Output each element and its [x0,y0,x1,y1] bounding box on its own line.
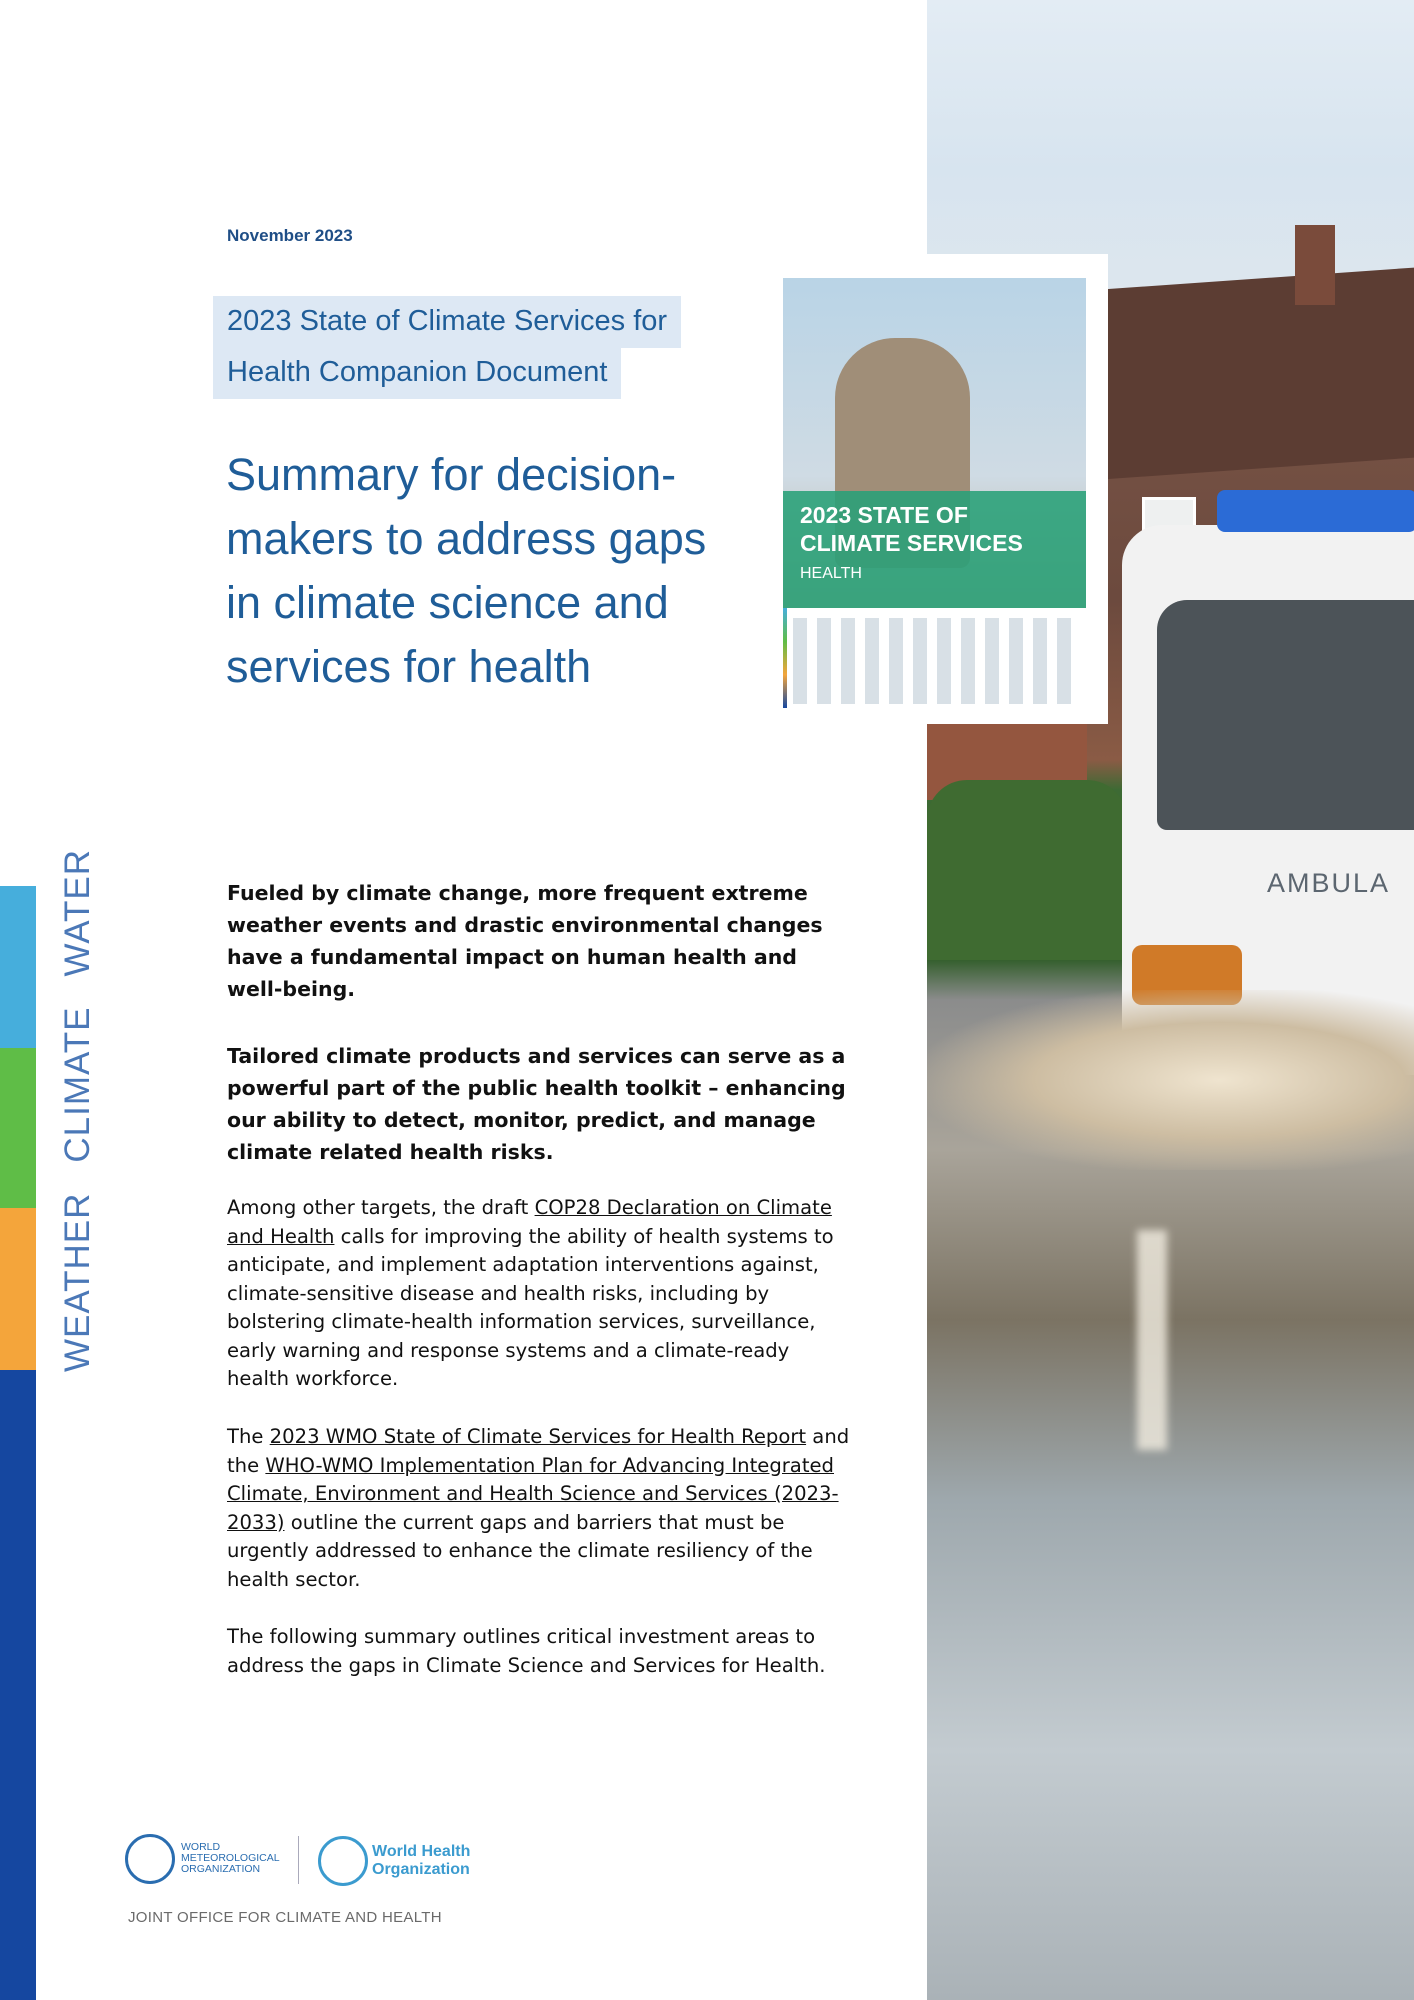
wmo-line-1: WORLD [181,1841,221,1853]
side-word-climate: CLIMATE [58,1006,97,1163]
paragraph-text: outline the current gaps and barriers that must be urgently addressed to enhance the climate resiliency of the health sector. [227,1510,813,1591]
publication-date: November 2023 [227,226,353,245]
joint-office-label: JOINT OFFICE FOR CLIMATE AND HEALTH [128,1909,442,1926]
paragraph-text: The [227,1425,270,1448]
paragraph-text: and the [227,1425,850,1477]
ambulance-label: AMBULA [1267,868,1391,898]
water-reflection [1137,1230,1167,1450]
wmo-line-2: METEOROLOGICAL [181,1852,280,1864]
side-words [58,849,98,1372]
logo-divider [298,1836,299,1884]
wmo-report-link[interactable]: 2023 WMO State of Climate Services for Health Report [269,1425,807,1448]
cover-title-line-1: 2023 STATE OF [800,502,968,528]
hedge [927,780,1127,960]
paragraph-reports [227,1423,852,1594]
cop28-declaration-link[interactable]: COP28 Declaration on Climate and Health [227,1196,832,1248]
paragraph-text: Among other targets, the draft [227,1196,535,1219]
cover-title [800,501,1023,557]
subtitle-line-2: Health Companion Document [213,347,621,399]
subtitle [213,296,733,398]
color-strip-orange [0,1208,36,1370]
paragraph-text: calls for improving the ability of health systems to anticipate, and implement adaptation interventions against, climate-sensitive disease and health risks, including by bolstering climate-health information services, surveillance, early warning and response systems and a climate-ready health workforce. [227,1224,834,1390]
cover-subtitle: HEALTH [800,565,862,582]
chimney [1295,225,1335,305]
water-splash [927,990,1414,1170]
page-title: Summary for decision-makers to address gaps in climate science and services for health [226,449,707,692]
who-line-1: World Health [372,1843,471,1860]
wmo-line-3: ORGANIZATION [181,1863,261,1875]
cover-partner-logos [793,618,1078,704]
implementation-plan-link[interactable]: WHO-WMO Implementation Plan for Advancing Integrated Climate, Environment and Health Science and Services (2023-2033) [227,1453,839,1534]
subtitle-line-1: 2023 State of Climate Services for [213,296,681,348]
who-line-2: Organization [372,1861,470,1878]
paragraph-summary: The following summary outlines critical investment areas to address the gaps in Climate Science and Services for Health. [227,1625,826,1677]
side-word-weather: WEATHER [58,1192,97,1372]
lead-paragraph-2: Tailored climate products and services can serve as a powerful part of the public health toolkit – enhancing our ability to detect, monitor, predict, and manage climate related health risks. [227,1044,846,1164]
wmo-logo-text [181,1842,280,1875]
who-emblem-icon [318,1836,368,1886]
wmo-emblem-icon [125,1834,175,1884]
color-strip-green [0,1048,36,1208]
cover-color-strip [783,608,787,708]
paragraph-cop28 [227,1194,852,1394]
color-strip-blue-dark [0,1370,36,2000]
ambulance-lightbar [1217,490,1414,532]
who-logo-text [372,1843,470,1879]
report-cover-image [783,278,1086,708]
color-strip-blue-light [0,886,36,1048]
ambulance-windshield [1157,600,1414,830]
side-word-water: WATER [58,849,97,977]
cover-title-line-2: CLIMATE SERVICES [800,530,1023,556]
lead-paragraph-1: Fueled by climate change, more frequent extreme weather events and drastic environmental changes have a fundamental impact on human health and well-being. [227,881,823,1001]
